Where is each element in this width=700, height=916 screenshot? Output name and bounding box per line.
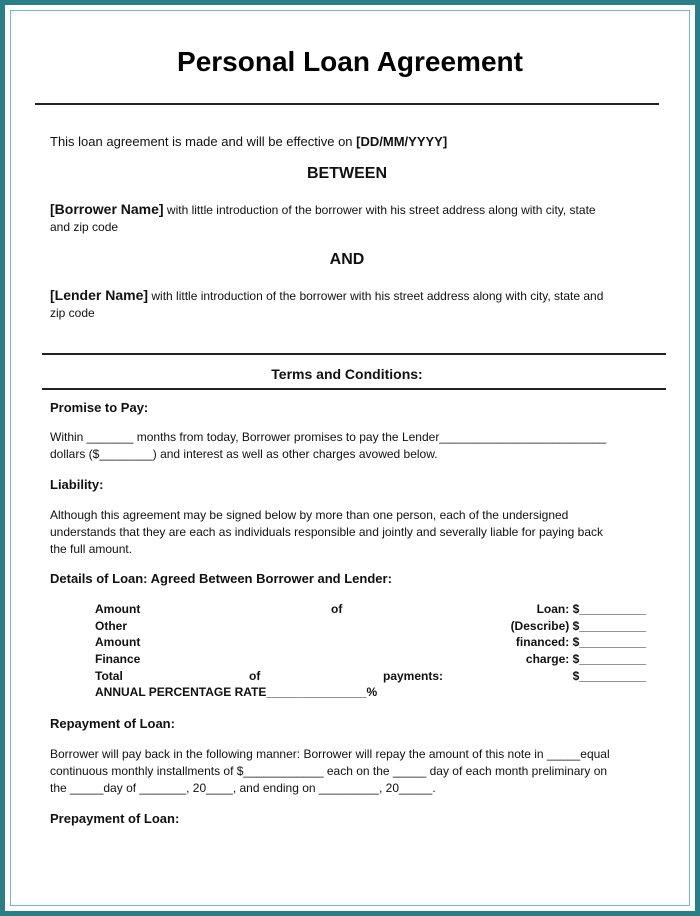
- intro-text: This loan agreement is made and will be effective on: [50, 134, 357, 149]
- promise-line1: Within _______ months from today, Borrower promises to pay the Lender_________________________: [50, 430, 607, 444]
- details-row-5-mid2: payments:: [383, 669, 444, 683]
- repayment-heading: Repayment of Loan:: [50, 716, 175, 731]
- terms-bottom-rule: [42, 388, 666, 390]
- intro-line: [50, 133, 447, 150]
- title-rule: [35, 103, 659, 105]
- details-row-2-left: Other: [95, 619, 128, 633]
- borrower-text-line2: and zip code: [50, 220, 119, 234]
- details-row-1-mid: of: [331, 602, 343, 616]
- lender-text-line1: with little introduction of the borrower with his street address along with city, state and: [148, 289, 604, 303]
- promise-paragraph: [50, 429, 650, 463]
- details-row-4-right: charge: $__________: [525, 652, 646, 666]
- details-heading: Details of Loan: Agreed Between Borrower and Lender:: [50, 571, 392, 586]
- repayment-line1: Borrower will pay back in the following manner: Borrower will repay the amount of this note in _____equal: [50, 747, 610, 761]
- liability-line2: understands that they are each as individuals responsible and jointly and severally liable for paying back: [50, 525, 604, 539]
- date-placeholder: [DD/MM/YYYY]: [356, 134, 448, 149]
- annual-percentage-rate: ANNUAL PERCENTAGE RATE_______________%: [95, 685, 378, 699]
- liability-line3: the full amount.: [50, 542, 133, 556]
- details-row-5-left: Total: [95, 669, 123, 683]
- details-row-4-left: Finance: [95, 652, 141, 666]
- terms-heading: Terms and Conditions:: [271, 366, 423, 382]
- and-heading: AND: [329, 251, 365, 268]
- prepayment-heading: Prepayment of Loan:: [50, 811, 180, 826]
- borrower-text-line1: with little introduction of the borrower with his street address along with city, state: [163, 203, 596, 217]
- details-row-5-right: $__________: [572, 669, 646, 683]
- document-title: Personal Loan Agreement: [177, 46, 523, 77]
- borrower-paragraph: [50, 201, 650, 236]
- details-row-1-right: Loan: $__________: [536, 602, 646, 616]
- details-row-3-left: Amount: [95, 635, 141, 649]
- details-row-2-right: (Describe) $__________: [510, 619, 646, 633]
- lender-text-line2: zip code: [50, 306, 95, 320]
- details-row-5-mid: of: [249, 669, 261, 683]
- liability-paragraph: [50, 507, 646, 558]
- lender-name: [Lender Name]: [50, 287, 149, 303]
- promise-heading: Promise to Pay:: [50, 400, 149, 415]
- repayment-line3: the _____day of _______, 20____, and ending on _________, 20_____.: [50, 781, 436, 795]
- details-row-1-left: Amount: [95, 602, 141, 616]
- between-heading: BETWEEN: [307, 165, 387, 182]
- liability-heading: Liability:: [50, 477, 104, 492]
- borrower-name: [Borrower Name]: [50, 201, 164, 217]
- lender-paragraph: [50, 287, 650, 322]
- terms-top-rule: [42, 353, 666, 355]
- promise-line2: dollars ($________) and interest as well as other charges avowed below.: [50, 447, 438, 461]
- details-row-3-right: financed: $__________: [515, 635, 646, 649]
- liability-line1: Although this agreement may be signed below by more than one person, each of the undersigned: [50, 508, 569, 522]
- repayment-paragraph: [50, 746, 646, 797]
- repayment-line2: continuous monthly installments of $____________ each on the _____ day of each month preliminary on: [50, 764, 608, 778]
